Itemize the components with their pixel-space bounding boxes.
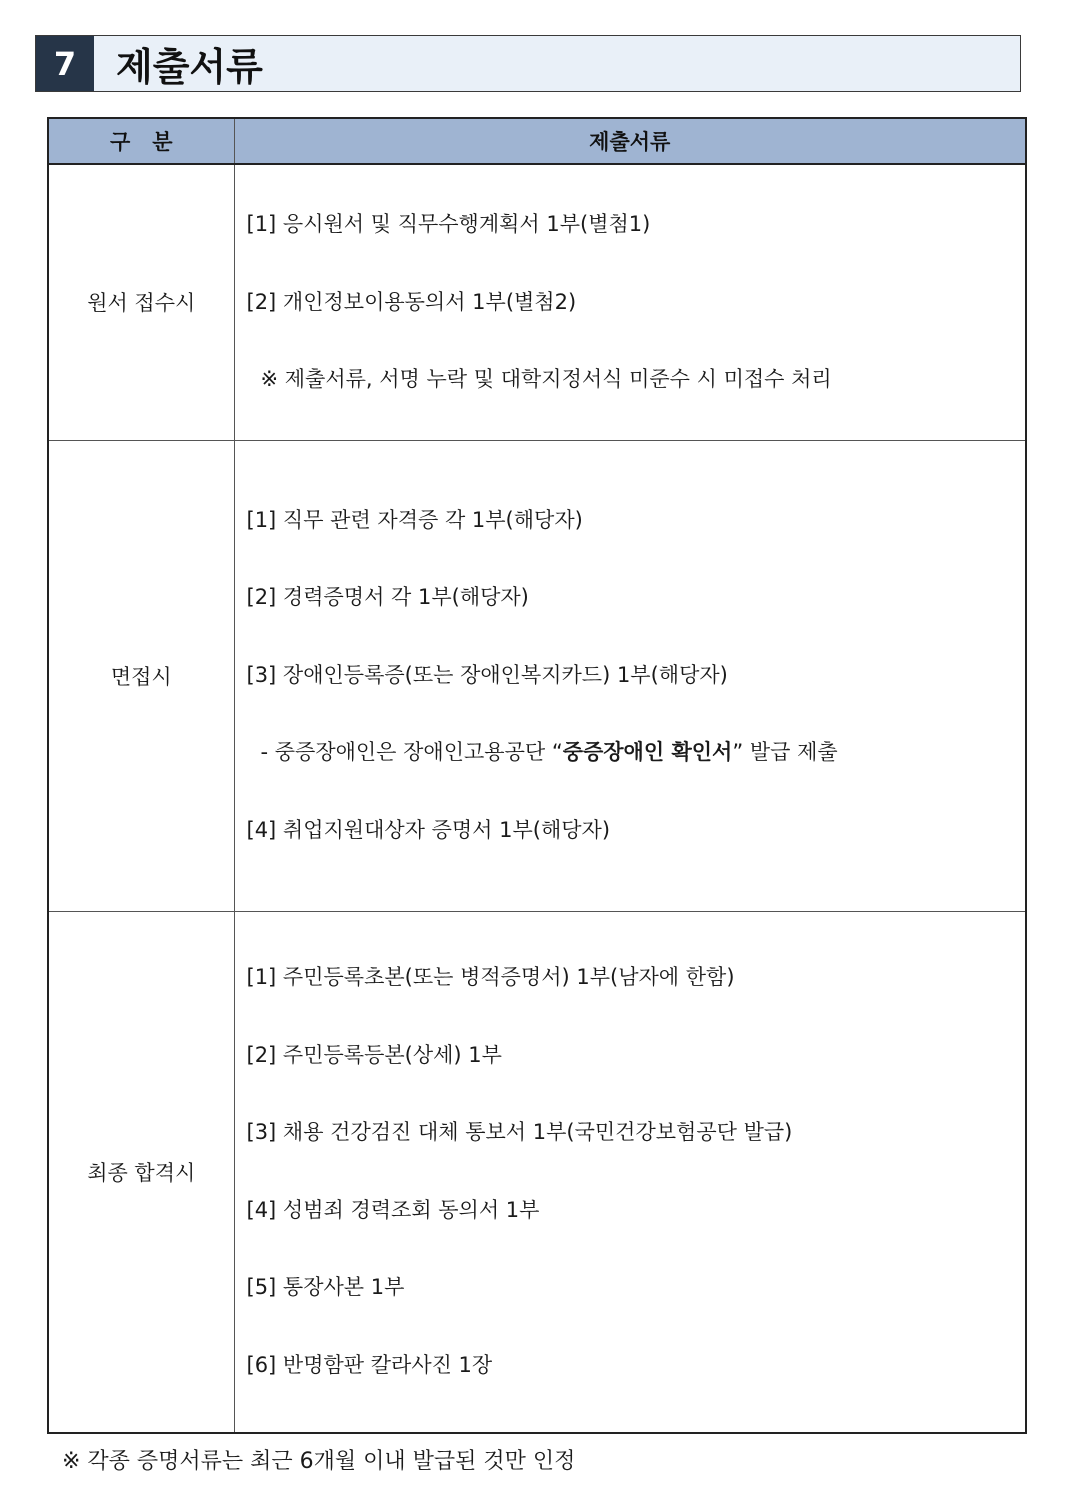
list-item: [3] 채용 건강검진 대체 통보서 1부(국민건강보험공단 발급) xyxy=(246,1120,793,1145)
row-category: 원서 접수시 xyxy=(48,164,234,440)
list-item: [2] 주민등록등본(상세) 1부 xyxy=(246,1042,502,1067)
row-items xyxy=(234,164,1026,440)
footer-note: ※ 각종 증명서류는 최근 6개월 이내 발급된 것만 인정 xyxy=(62,1449,576,1474)
subnote-bold: 중증장애인 확인서 xyxy=(562,740,733,765)
header-documents: 제출서류 xyxy=(234,118,1026,164)
table-row xyxy=(48,440,1026,911)
list-item: [1] 직무 관련 자격증 각 1부(해당자) xyxy=(246,507,583,532)
header-category: 구 분 xyxy=(48,118,234,164)
list-item: [5] 통장사본 1부 xyxy=(246,1275,405,1300)
row-items xyxy=(234,440,1026,911)
row-category: 면접시 xyxy=(48,440,234,911)
documents-table xyxy=(47,117,1027,1434)
table-header-row xyxy=(48,118,1026,164)
section-title: 제출서류 xyxy=(116,45,263,89)
subnote-prefix: - 중증장애인은 장애인고용공단 “ xyxy=(260,740,563,765)
row-category: 최종 합격시 xyxy=(48,911,234,1433)
section-header xyxy=(35,35,1021,92)
row-items xyxy=(234,911,1026,1433)
list-item: [1] 주민등록초본(또는 병적증명서) 1부(남자에 한함) xyxy=(246,965,735,990)
list-item-note: ※ 제출서류, 서명 누락 및 대학지정서식 미준수 시 미접수 처리 xyxy=(260,367,832,391)
list-item: [2] 개인정보이용동의서 1부(별첨2) xyxy=(246,289,577,314)
list-item: [4] 성범죄 경력조회 동의서 1부 xyxy=(246,1197,540,1222)
table-row xyxy=(48,164,1026,440)
table-row xyxy=(48,911,1026,1433)
list-item: [2] 경력증명서 각 1부(해당자) xyxy=(246,585,529,610)
subnote-suffix: ” 발급 제출 xyxy=(732,740,838,765)
list-item-subnote xyxy=(247,714,1025,792)
list-item: [6] 반명함판 칼라사진 1장 xyxy=(246,1352,493,1377)
list-item: [4] 취업지원대상자 증명서 1부(해당자) xyxy=(246,817,611,842)
list-item: [1] 응시원서 및 직무수행계획서 1부(별첨1) xyxy=(246,212,651,236)
list-item: [3] 장애인등록증(또는 장애인복지카드) 1부(해당자) xyxy=(246,662,728,687)
section-number: 7 xyxy=(36,36,94,91)
